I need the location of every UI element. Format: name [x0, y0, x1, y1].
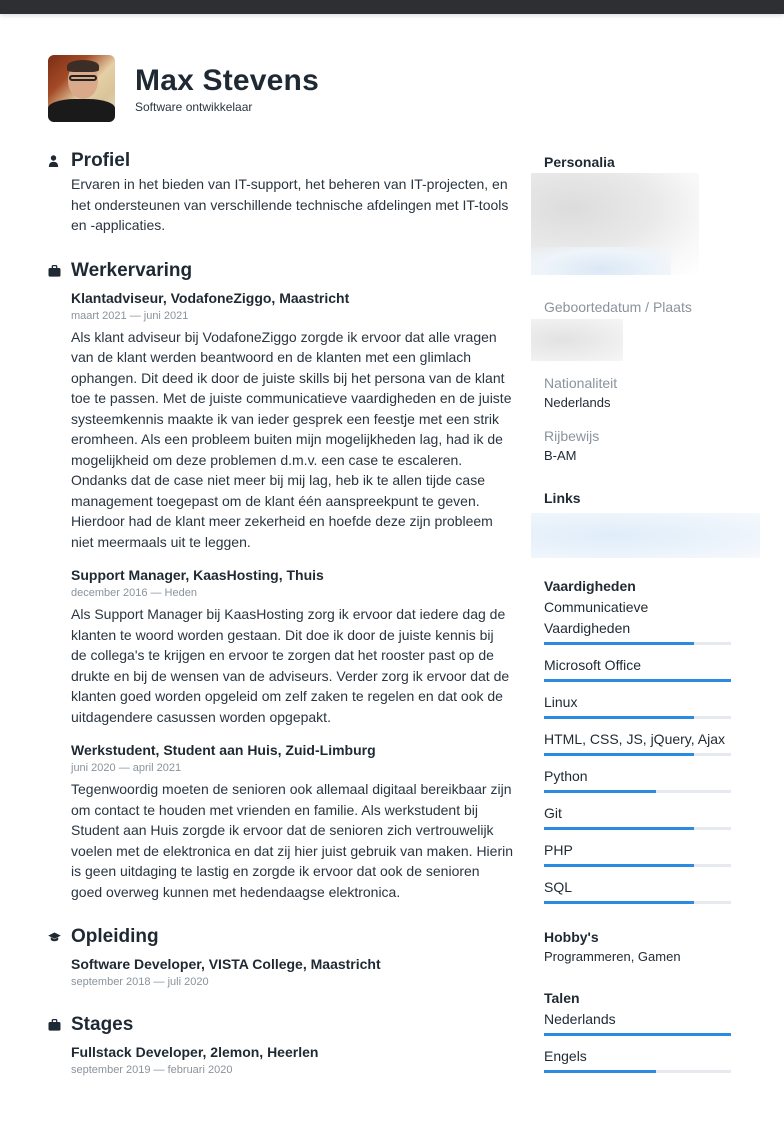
work-entry [71, 565, 513, 727]
redacted-birth-date [531, 319, 623, 361]
entry-title: Fullstack Developer, 2lemon, Heerlen [71, 1044, 319, 1060]
education-entry [71, 954, 513, 990]
language-bar [544, 1070, 731, 1073]
sidebar [531, 152, 761, 1082]
skill-item [544, 765, 731, 793]
languages-list [531, 1008, 731, 1073]
skill-bar [544, 679, 731, 682]
nationality-label: Nationaliteit [544, 375, 618, 391]
skill-bar [544, 864, 731, 867]
entry-description: Als klant adviseur bij VodafoneZiggo zorgde ik ervoor dat alle vragen van de klant werden beantwoord en de klanten met een glimlach ophangen. Dit deed ik door de juiste skills bij het persona van de klant toe te passen. Met de juiste communicatieve vaardigheden en de juiste systeemkennis maakte ik van ieder gesprek een feestje met een strik eromheen. Als een probleem buiten mijn mogelijkheden lag, had ik de mogelijkheid om deze problemen d.m.v. een case te escaleren. Ondanks dat de case niet meer bij mij lag, heb ik te allen tijde case management toegepast om de klant één aanspreekpunt te geven. Hierdoor had de klant meer zekerheid en hoefde deze zijn probleem niet meermaals uit te leggen. [71, 328, 512, 550]
skill-bar-fill [544, 716, 694, 719]
license-value: B-AM [544, 448, 577, 463]
full-name: Max Stevens [135, 63, 319, 97]
skill-name: SQL [544, 879, 573, 895]
entry-date: september 2018 — juli 2020 [71, 976, 209, 988]
skill-item [544, 691, 731, 719]
hobbies-value: Programmeren, Gamen [544, 949, 681, 964]
work-entry [71, 288, 513, 553]
entry-title: Support Manager, KaasHosting, Thuis [71, 567, 324, 583]
nationality-value: Nederlands [544, 395, 611, 410]
entry-description: Tegenwoordig moeten de senioren ook allemaal digitaal bereikbaar zijn om contact te houden met vrienden en familie. Als werkstudent bij Student aan Huis zorgde ik ervoor dat de senioren zich vertrouwelijk voelen met de elektronica en dat zij hier juist gebruik van maken. Hierin is geen uitdaging te lastig en zorgde ik ervoor dat ook de senioren goed overweg kunnen met hedendaagse elektronica. [71, 781, 514, 900]
skill-bar-fill [544, 753, 694, 756]
section-heading: Profiel [71, 150, 131, 171]
skills-heading: Vaardigheden [544, 578, 636, 594]
work-entry [71, 740, 513, 902]
briefcase-icon [48, 265, 71, 277]
skill-item [544, 839, 731, 867]
license-label: Rijbewijs [544, 428, 600, 444]
language-bar-fill [544, 1033, 731, 1036]
briefcase-icon [48, 1019, 71, 1031]
entry-date: juni 2020 — april 2021 [71, 762, 182, 774]
entry-title: Software Developer, VISTA College, Maastricht [71, 956, 381, 972]
section-heading: Stages [71, 1014, 134, 1035]
section-heading: Opleiding [71, 926, 159, 947]
skill-name: PHP [544, 842, 573, 858]
birth-label: Geboortedatum / Plaats [544, 299, 692, 315]
skill-bar-fill [544, 679, 731, 682]
top-bar [0, 0, 784, 14]
skill-bar-fill [544, 827, 694, 830]
skill-item [544, 728, 731, 756]
skill-name: Python [544, 768, 588, 784]
section-internships [48, 1012, 513, 1078]
skill-bar [544, 901, 731, 904]
skill-name: Communicatieve Vaardigheden [544, 599, 649, 636]
links-heading: Links [544, 490, 581, 506]
entry-date: september 2019 — februari 2020 [71, 1064, 233, 1076]
profile-text: Ervaren in het bieden van IT-support, het beheren van IT-projecten, en het ondersteunen van verschillende technische afdelingen met IT-tools en -applicaties. [71, 176, 509, 233]
section-title-work [48, 258, 513, 284]
language-name: Engels [544, 1048, 587, 1064]
section-profile [48, 148, 513, 236]
entry-description: Als Support Manager bij KaasHosting zorg ik ervoor dat iedere dag de klanten te woord worden gestaan. Dit doe ik door de juiste kennis bij de collega's te krijgen en ervoor te zorgen dat het rooster past op de drukte en bij de wensen van de adviseurs. Verder zorg ik ervoor dat de klanten goed worden opgeleid om zelf zaken te regelen en dat ook de uitdagendere casussen worden opgepakt. [71, 606, 510, 725]
entry-title: Werkstudent, Student aan Huis, Zuid-Limburg [71, 742, 376, 758]
skills-list [531, 596, 731, 904]
skill-name: Git [544, 805, 562, 821]
skill-bar-fill [544, 901, 694, 904]
skill-bar [544, 716, 731, 719]
section-education [48, 924, 513, 990]
skill-name: Microsoft Office [544, 657, 641, 673]
redacted-personal-details [531, 173, 699, 275]
skill-item [544, 876, 731, 904]
user-icon [48, 155, 71, 167]
main-column [48, 148, 513, 1100]
skill-name: Linux [544, 694, 578, 710]
job-title: Software ontwikkelaar [135, 99, 253, 114]
skill-item [544, 654, 731, 682]
skill-name: HTML, CSS, JS, jQuery, Ajax [544, 731, 726, 747]
name-block [135, 64, 319, 114]
skill-item [544, 596, 731, 645]
entry-date: maart 2021 — juni 2021 [71, 309, 189, 322]
skill-item [544, 802, 731, 830]
skill-bar-fill [544, 642, 694, 645]
section-work [48, 258, 513, 903]
redacted-links[interactable] [531, 513, 760, 558]
section-title-profile [48, 148, 513, 174]
section-heading: Werkervaring [71, 259, 193, 281]
skill-bar [544, 753, 731, 756]
graduation-cap-icon [48, 932, 71, 943]
skill-bar-fill [544, 790, 656, 793]
hobbies-heading: Hobby's [544, 929, 599, 945]
internship-entry [71, 1042, 513, 1078]
entry-title: Klantadviseur, VodafoneZiggo, Maastricht [71, 289, 350, 306]
languages-heading: Talen [544, 990, 580, 1006]
skill-bar [544, 642, 731, 645]
skill-bar-fill [544, 864, 694, 867]
avatar [48, 55, 115, 122]
entry-date: december 2016 — Heden [71, 587, 197, 599]
resume-header [48, 55, 319, 122]
language-item [544, 1045, 731, 1073]
section-title-internships [48, 1012, 513, 1038]
personalia-heading: Personalia [544, 154, 615, 170]
section-title-education [48, 924, 513, 950]
language-item [544, 1008, 731, 1036]
language-bar-fill [544, 1070, 656, 1073]
language-bar [544, 1033, 731, 1036]
skill-bar [544, 790, 731, 793]
skill-bar [544, 827, 731, 830]
language-name: Nederlands [544, 1011, 616, 1027]
